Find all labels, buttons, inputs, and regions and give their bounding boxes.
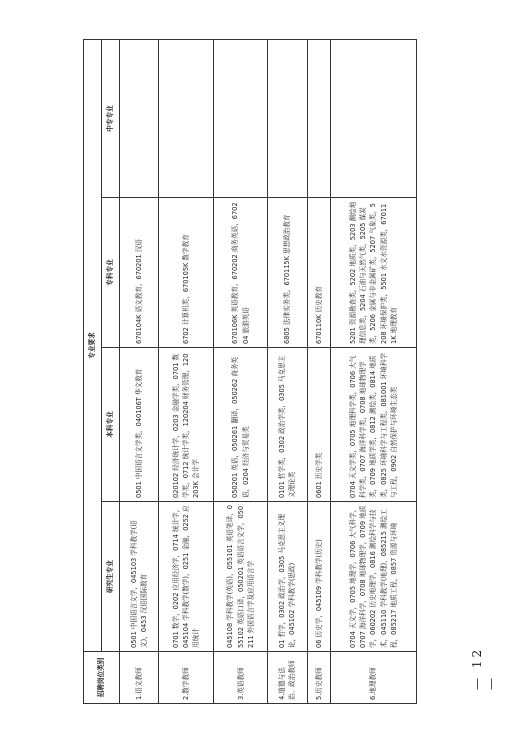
cell-undergrad: 020102 经济统计学，0203 金融学类，0701 数学类，0712 统计学类，120204 财务管理，120203K 会计学 bbox=[159, 348, 214, 502]
page-number: — 12 — bbox=[470, 646, 498, 690]
cell-secondary bbox=[159, 40, 214, 198]
rotated-table-container bbox=[83, 40, 417, 704]
cell-post: 5.历史教师 bbox=[307, 652, 330, 704]
cell-graduate: 06 历史学，045109 学科教学(历史) bbox=[307, 502, 330, 652]
cell-graduate: 045108 学科教学(英语)，055101 英语笔译，055102 英语口译，050201 英语语言文学，050211 外国语言学及应用语言学 bbox=[213, 502, 268, 652]
table-row bbox=[213, 40, 268, 704]
header-graduate: 研究生专业 bbox=[102, 502, 120, 652]
cell-post: 3.英语教师 bbox=[213, 652, 268, 704]
cell-graduate: 0704 天文学，0705 地理学，0706 大气科学，0707 海洋科学，0708 地球物理学，0709 地质学，060202 历史地理学，0816 测绘科学与技术，045110 学科教学(地理)，085215 测绘工程，085217 地质工程，0857 资源与环境 bbox=[330, 502, 416, 652]
header-major-requirements: 专业要求 bbox=[84, 40, 102, 652]
cell-undergrad: 0601 历史学类 bbox=[307, 348, 330, 502]
cell-graduate: 01 哲学，0302 政治学，0305 马克思主义理论，045102 学科教学(思政) bbox=[268, 502, 307, 652]
cell-secondary bbox=[330, 40, 416, 198]
cell-secondary bbox=[120, 40, 159, 198]
cell-undergrad: 0704 天文学类，0705 地理科学类，0706 大气科学类，0707 海洋科学类，0708 地球物理学类，0709 地质学类，0812 测绘类，0814 地质类，0825 环境科学与工程类，081001 环境科学与工程，0902 自然保护与环境生态类 bbox=[330, 348, 416, 502]
header-post: 招聘岗位类别 bbox=[84, 652, 120, 704]
header-college: 专科专业 bbox=[102, 198, 120, 348]
cell-secondary bbox=[268, 40, 307, 198]
header-undergrad: 本科专业 bbox=[102, 348, 120, 502]
table-row bbox=[268, 40, 307, 704]
cell-college: 670104K 语文教育，670201 汉语 bbox=[120, 198, 159, 348]
cell-secondary bbox=[307, 40, 330, 198]
cell-college: 670110K 历史教育 bbox=[307, 198, 330, 348]
cell-college: 5201 资源勘查类，5202 地质类，5203 测绘地理信息类，5204 石油与天然气类，5205 煤炭类，5206 金属与非金属矿类，5207 气象类，5208 环境保护类，5501 水文水资源类，670111K 地理教育 bbox=[330, 198, 416, 348]
table-row bbox=[159, 40, 214, 704]
cell-undergrad: 0501 中国语言文学类，040106T 华文教育 bbox=[120, 348, 159, 502]
cell-secondary bbox=[213, 40, 268, 198]
cell-graduate: 0701 数学，0202 应用经济学，0714 统计学，045104 学科教学(数学)，0251 金融，0252 应用统计 bbox=[159, 502, 214, 652]
cell-post: 1.语文教师 bbox=[120, 652, 159, 704]
table-row bbox=[120, 40, 159, 704]
cell-college: 6702 计算机类，670105K 数学教育 bbox=[159, 198, 214, 348]
cell-graduate: 0501 中国语言文学，045103 学科教学(语文)，0453 汉语国际教育 bbox=[120, 502, 159, 652]
header-secondary: 中专专业 bbox=[102, 40, 120, 198]
cell-undergrad: 0101 哲学类，0302 政治学类，0305 马克思主义理论类 bbox=[268, 348, 307, 502]
table-row bbox=[330, 40, 416, 704]
cell-post: 4.道德与法治、政治教师 bbox=[268, 652, 307, 704]
cell-undergrad: 050201 英语，050261 翻译，050262 商务英语，0204 经济与贸易类 bbox=[213, 348, 268, 502]
table-row bbox=[307, 40, 330, 704]
major-requirements-table bbox=[83, 39, 417, 704]
cell-post: 6.地理教师 bbox=[330, 652, 416, 704]
cell-post: 2.数学教师 bbox=[159, 652, 214, 704]
cell-college: 670106K 英语教育，670202 商务英语，670204 旅游英语 bbox=[213, 198, 268, 348]
cell-college: 6805 法律实务类，670115K 思想政治教育 bbox=[268, 198, 307, 348]
